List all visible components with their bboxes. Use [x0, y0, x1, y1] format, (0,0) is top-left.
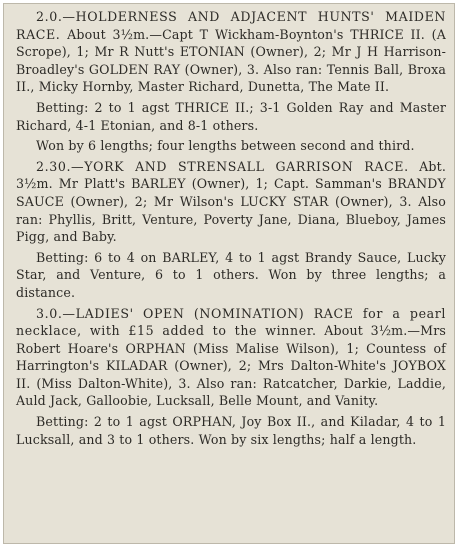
- newspaper-clipping: [3, 3, 455, 544]
- race2-betting: Betting: 6 to 4 on BARLEY, 4 to 1 agst Brandy Sauce, Lucky Star, and Venture, 6 to 1 others. Won by three lengths; a distance.: [16, 249, 446, 300]
- race3-entry: [16, 305, 446, 411]
- race-results-text: [16, 8, 446, 451]
- race3-runners: About 3½m.—Mrs Robert Hoare's ORPHAN (Miss Malise Wilson), 1; Countess of Harrington's KILADAR (Owner), 2; Mrs Dalton-White's JOYBOX II. (Miss Dalton-White), 3. Also ran: Ratcatcher, Darkie, Laddie, Auld Jack, Galloobie, Lucksall, Belle Mount, and Vanity.: [16, 323, 447, 409]
- race3-betting: Betting: 2 to 1 agst ORPHAN, Joy Box II., and Kiladar, 4 to 1 Lucksall, and 3 to 1 others. Won by six lengths; half a length.: [16, 414, 446, 447]
- race2-entry: [16, 158, 446, 246]
- race2-heading: 2.30.—YORK AND STRENSALL GARRISON RACE.: [36, 158, 409, 174]
- race1-entry: [16, 8, 446, 96]
- race3-heading: 3.0.—LADIES' OPEN (NOMINATION) RACE for a pearl necklace, with £15 added to the winner.: [16, 305, 446, 339]
- race1-result: Won by 6 lengths; four lengths between second and third.: [36, 138, 415, 154]
- race1-runners: About 3½m.—Capt T Wickham-Boynton's THRICE II. (A Scrope), 1; Mr R Nutt's ETONIAN (Owner), 2; Mr J H Harrison-Broadley's GOLDEN RAY (Owner), 3. Also ran: Tennis Ball, Broxa II., Micky Hornby, Master Richard, Dunetta, The Mate II.: [16, 26, 446, 95]
- race1-heading: 2.0.—HOLDERNESS AND ADJACENT HUNTS' MAIDEN RACE.: [16, 9, 446, 42]
- race2-runners: Abt. 3½m. Mr Platt's BARLEY (Owner), 1; Capt. Samman's BRANDY SAUCE (Owner), 2; Mr Wilson's LUCKY STAR (Owner), 3. Also ran: Phyllis, Britt, Venture, Poverty Jane, Diana, Blueboy, James Pigg, and Baby.: [16, 158, 446, 245]
- race1-betting: Betting: 2 to 1 agst THRICE II.; 3-1 Golden Ray and Master Richard, 4-1 Etonian, and 8-1 others.: [16, 99, 446, 133]
